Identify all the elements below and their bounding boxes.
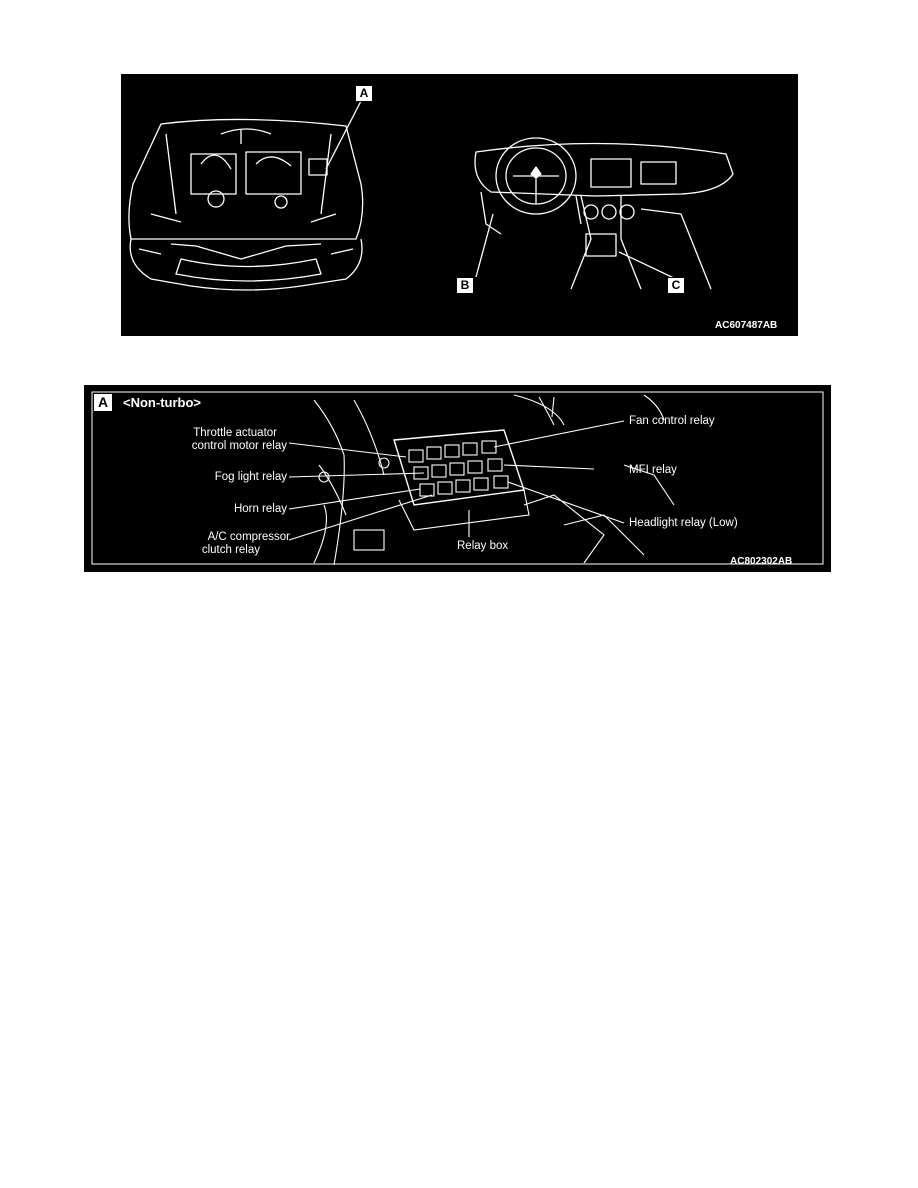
panel-title: <Non-turbo> — [123, 395, 201, 410]
label-headlight-relay-low: Headlight relay (Low) — [629, 517, 738, 529]
figure-id: AC802302AB — [730, 556, 793, 567]
label-horn-relay: Horn relay — [233, 503, 287, 515]
engine-bay-drawing — [129, 119, 363, 290]
label-ac-line1: A/C compressor — [207, 531, 290, 543]
location-overview-figure — [121, 74, 798, 336]
label-mfi-relay: MFI relay — [629, 464, 677, 476]
label-throttle-line1: Throttle actuator — [193, 427, 277, 439]
panel-letter: A — [94, 394, 112, 411]
label-relay-box: Relay box — [457, 540, 509, 552]
callout-a: A — [355, 85, 373, 102]
relay-box-figure — [84, 385, 831, 572]
vehicle-line-art — [121, 74, 798, 336]
figure-id: AC607487AB — [715, 320, 778, 331]
label-fan-control-relay: Fan control relay — [629, 415, 715, 427]
label-ac-line2: clutch relay — [201, 544, 260, 556]
label-throttle-line2: control motor relay — [191, 440, 287, 452]
callout-b: B — [456, 277, 474, 294]
dashboard-drawing — [475, 138, 733, 289]
label-fog-light-relay: Fog light relay — [214, 471, 287, 483]
callout-c: C — [667, 277, 685, 294]
